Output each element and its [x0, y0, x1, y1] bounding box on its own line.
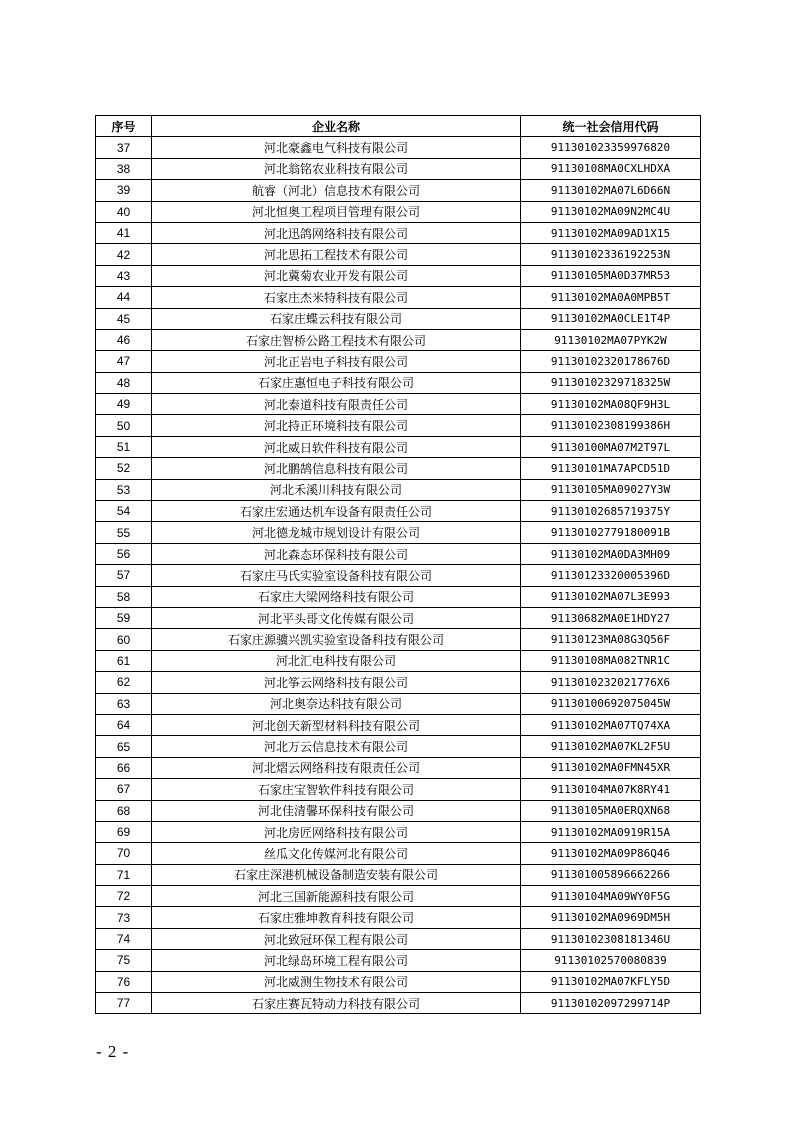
- table-row: [96, 180, 701, 201]
- table-row: [96, 308, 701, 329]
- row-credit-code: 91130105MA0ERQXN68: [521, 800, 701, 821]
- row-credit-code: 91130123MA08G3Q56F: [521, 629, 701, 650]
- row-credit-code: 91130100692075045W: [521, 693, 701, 714]
- row-serial-number: 76: [96, 971, 152, 992]
- row-serial-number: 70: [96, 843, 152, 864]
- row-credit-code: 91130102570080839: [521, 950, 701, 971]
- table-row: [96, 479, 701, 500]
- row-company-name: 河北迅鸽网络科技有限公司: [152, 222, 521, 243]
- row-serial-number: 67: [96, 779, 152, 800]
- row-serial-number: 71: [96, 864, 152, 885]
- row-serial-number: 39: [96, 180, 152, 201]
- company-table: [95, 115, 701, 1014]
- row-serial-number: 73: [96, 907, 152, 928]
- row-credit-code: 91130102MA07KFLY5D: [521, 971, 701, 992]
- row-company-name: 河北创天新型材料科技有限公司: [152, 714, 521, 735]
- row-credit-code: 91130102329718325W: [521, 372, 701, 393]
- row-credit-code: 91130101MA7APCD51D: [521, 458, 701, 479]
- table-row: [96, 907, 701, 928]
- header-company-name: 企业名称: [152, 116, 521, 137]
- row-serial-number: 51: [96, 436, 152, 457]
- row-serial-number: 48: [96, 372, 152, 393]
- row-serial-number: 68: [96, 800, 152, 821]
- row-credit-code: 91130123320005396D: [521, 565, 701, 586]
- row-serial-number: 57: [96, 565, 152, 586]
- table-body: [96, 137, 701, 1014]
- row-serial-number: 50: [96, 415, 152, 436]
- table-row: [96, 501, 701, 522]
- row-serial-number: 38: [96, 158, 152, 179]
- row-company-name: 河北正岩电子科技有限公司: [152, 351, 521, 372]
- row-company-name: 河北房匠网络科技有限公司: [152, 821, 521, 842]
- table-row: [96, 607, 701, 628]
- row-credit-code: 91130102779180091B: [521, 522, 701, 543]
- table-header-row: [96, 116, 701, 137]
- row-company-name: 石家庄深港机械设备制造安装有限公司: [152, 864, 521, 885]
- row-serial-number: 56: [96, 543, 152, 564]
- row-company-name: 河北泰道科技有限责任公司: [152, 394, 521, 415]
- table-row: [96, 265, 701, 286]
- table-row: [96, 993, 701, 1014]
- row-company-name: 河北奥奈达科技有限公司: [152, 693, 521, 714]
- table-row: [96, 436, 701, 457]
- row-credit-code: 91130105MA09027Y3W: [521, 479, 701, 500]
- row-credit-code: 9113010232021776X6: [521, 672, 701, 693]
- row-serial-number: 47: [96, 351, 152, 372]
- row-serial-number: 43: [96, 265, 152, 286]
- row-serial-number: 69: [96, 821, 152, 842]
- row-credit-code: 91130102MA09AD1X15: [521, 222, 701, 243]
- row-serial-number: 53: [96, 479, 152, 500]
- table-row: [96, 137, 701, 158]
- row-company-name: 河北熠云网络科技有限责任公司: [152, 757, 521, 778]
- row-credit-code: 91130102MA0A0MPB5T: [521, 287, 701, 308]
- table-row: [96, 757, 701, 778]
- row-credit-code: 91130100MA07M2T97L: [521, 436, 701, 457]
- row-company-name: 石家庄源骥兴凯实验室设备科技有限公司: [152, 629, 521, 650]
- row-serial-number: 64: [96, 714, 152, 735]
- page-number: - 2 -: [96, 1042, 130, 1061]
- row-credit-code: 91130102MA09N2MC4U: [521, 201, 701, 222]
- row-company-name: 河北威日软件科技有限公司: [152, 436, 521, 457]
- row-serial-number: 72: [96, 886, 152, 907]
- row-credit-code: 91130108MA0CXLHDXA: [521, 158, 701, 179]
- table-row: [96, 522, 701, 543]
- row-credit-code: 91130102MA07L6D66N: [521, 180, 701, 201]
- header-serial-number: 序号: [96, 116, 152, 137]
- row-company-name: 河北恒奥工程项目管理有限公司: [152, 201, 521, 222]
- row-serial-number: 74: [96, 928, 152, 949]
- table-row: [96, 222, 701, 243]
- row-serial-number: 65: [96, 736, 152, 757]
- row-company-name: 河北佳清馨环保科技有限公司: [152, 800, 521, 821]
- row-company-name: 河北豪鑫电气科技有限公司: [152, 137, 521, 158]
- row-company-name: 河北鹏鹄信息科技有限公司: [152, 458, 521, 479]
- table-row: [96, 950, 701, 971]
- table-row: [96, 928, 701, 949]
- row-credit-code: 91130102MA0FMN45XR: [521, 757, 701, 778]
- row-company-name: 石家庄蝶云科技有限公司: [152, 308, 521, 329]
- row-company-name: 石家庄大梁网络科技有限公司: [152, 586, 521, 607]
- row-credit-code: 91130102336192253N: [521, 244, 701, 265]
- table-row: [96, 586, 701, 607]
- row-serial-number: 40: [96, 201, 152, 222]
- row-company-name: 河北冀菊农业开发有限公司: [152, 265, 521, 286]
- table-row: [96, 843, 701, 864]
- table-row: [96, 800, 701, 821]
- row-company-name: 河北筝云网络科技有限公司: [152, 672, 521, 693]
- row-company-name: 河北致冠环保工程有限公司: [152, 928, 521, 949]
- row-credit-code: 91130102MA08QF9H3L: [521, 394, 701, 415]
- row-serial-number: 52: [96, 458, 152, 479]
- table-row: [96, 158, 701, 179]
- row-serial-number: 41: [96, 222, 152, 243]
- row-credit-code: 91130104MA09WY0F5G: [521, 886, 701, 907]
- table-row: [96, 821, 701, 842]
- row-company-name: 河北德龙城市规划设计有限公司: [152, 522, 521, 543]
- row-company-name: 石家庄马氏实验室设备科技有限公司: [152, 565, 521, 586]
- row-company-name: 河北思拓工程技术有限公司: [152, 244, 521, 265]
- table-row: [96, 565, 701, 586]
- row-serial-number: 75: [96, 950, 152, 971]
- table-row: [96, 287, 701, 308]
- table-row: [96, 351, 701, 372]
- row-credit-code: 91130108MA082TNR1C: [521, 650, 701, 671]
- table-row: [96, 672, 701, 693]
- row-serial-number: 45: [96, 308, 152, 329]
- table-row: [96, 543, 701, 564]
- table-row: [96, 971, 701, 992]
- table-row: [96, 650, 701, 671]
- row-company-name: 河北万云信息技术有限公司: [152, 736, 521, 757]
- row-credit-code: 91130102MA0969DM5H: [521, 907, 701, 928]
- table-row: [96, 415, 701, 436]
- row-company-name: 石家庄宏通达机车设备有限责任公司: [152, 501, 521, 522]
- row-company-name: 石家庄雅坤教育科技有限公司: [152, 907, 521, 928]
- row-credit-code: 91130102097299714P: [521, 993, 701, 1014]
- row-credit-code: 911301005896662266: [521, 864, 701, 885]
- row-company-name: 河北平头哥文化传媒有限公司: [152, 607, 521, 628]
- row-credit-code: 91130105MA0D37MR53: [521, 265, 701, 286]
- row-company-name: 丝瓜文化传媒河北有限公司: [152, 843, 521, 864]
- row-credit-code: 91130102308181346U: [521, 928, 701, 949]
- row-credit-code: 91130102MA0CLE1T4P: [521, 308, 701, 329]
- row-serial-number: 49: [96, 394, 152, 415]
- row-serial-number: 58: [96, 586, 152, 607]
- table-row: [96, 779, 701, 800]
- row-credit-code: 91130682MA0E1HDY27: [521, 607, 701, 628]
- row-company-name: 河北翁铭农业科技有限公司: [152, 158, 521, 179]
- table-row: [96, 629, 701, 650]
- row-credit-code: 91130102MA09P86Q46: [521, 843, 701, 864]
- row-credit-code: 91130102MA07TQ74XA: [521, 714, 701, 735]
- row-company-name: 航睿（河北）信息技术有限公司: [152, 180, 521, 201]
- table-row: [96, 864, 701, 885]
- row-serial-number: 63: [96, 693, 152, 714]
- header-credit-code: 统一社会信用代码: [521, 116, 701, 137]
- row-serial-number: 77: [96, 993, 152, 1014]
- row-company-name: 石家庄宝智软件科技有限公司: [152, 779, 521, 800]
- row-credit-code: 91130102685719375Y: [521, 501, 701, 522]
- row-credit-code: 91130104MA07K8RY41: [521, 779, 701, 800]
- row-company-name: 河北禾溪川科技有限公司: [152, 479, 521, 500]
- row-company-name: 石家庄惠恒电子科技有限公司: [152, 372, 521, 393]
- row-company-name: 石家庄智桥公路工程技术有限公司: [152, 329, 521, 350]
- table-row: [96, 372, 701, 393]
- table-row: [96, 244, 701, 265]
- row-serial-number: 46: [96, 329, 152, 350]
- row-serial-number: 54: [96, 501, 152, 522]
- row-serial-number: 44: [96, 287, 152, 308]
- table-row: [96, 736, 701, 757]
- row-credit-code: 91130102320178676D: [521, 351, 701, 372]
- row-serial-number: 42: [96, 244, 152, 265]
- row-credit-code: 91130102MA0DA3MH09: [521, 543, 701, 564]
- table-row: [96, 201, 701, 222]
- row-serial-number: 37: [96, 137, 152, 158]
- row-company-name: 河北威测生物技术有限公司: [152, 971, 521, 992]
- row-serial-number: 62: [96, 672, 152, 693]
- row-credit-code: 911301023359976820: [521, 137, 701, 158]
- table-row: [96, 458, 701, 479]
- row-company-name: 河北森态环保科技有限公司: [152, 543, 521, 564]
- row-serial-number: 66: [96, 757, 152, 778]
- row-company-name: 河北汇电科技有限公司: [152, 650, 521, 671]
- table-row: [96, 329, 701, 350]
- table-row: [96, 693, 701, 714]
- row-serial-number: 61: [96, 650, 152, 671]
- row-company-name: 河北持正环境科技有限公司: [152, 415, 521, 436]
- table-row: [96, 886, 701, 907]
- row-company-name: 河北绿岛环境工程有限公司: [152, 950, 521, 971]
- row-credit-code: 91130102MA07L3E993: [521, 586, 701, 607]
- row-credit-code: 91130102MA0919R15A: [521, 821, 701, 842]
- row-company-name: 石家庄赛瓦特动力科技有限公司: [152, 993, 521, 1014]
- row-company-name: 河北三国新能源科技有限公司: [152, 886, 521, 907]
- row-serial-number: 60: [96, 629, 152, 650]
- row-serial-number: 59: [96, 607, 152, 628]
- row-company-name: 石家庄杰米特科技有限公司: [152, 287, 521, 308]
- row-credit-code: 91130102MA07KL2F5U: [521, 736, 701, 757]
- table-row: [96, 394, 701, 415]
- row-credit-code: 91130102308199386H: [521, 415, 701, 436]
- table-row: [96, 714, 701, 735]
- row-serial-number: 55: [96, 522, 152, 543]
- row-credit-code: 91130102MA07PYK2W: [521, 329, 701, 350]
